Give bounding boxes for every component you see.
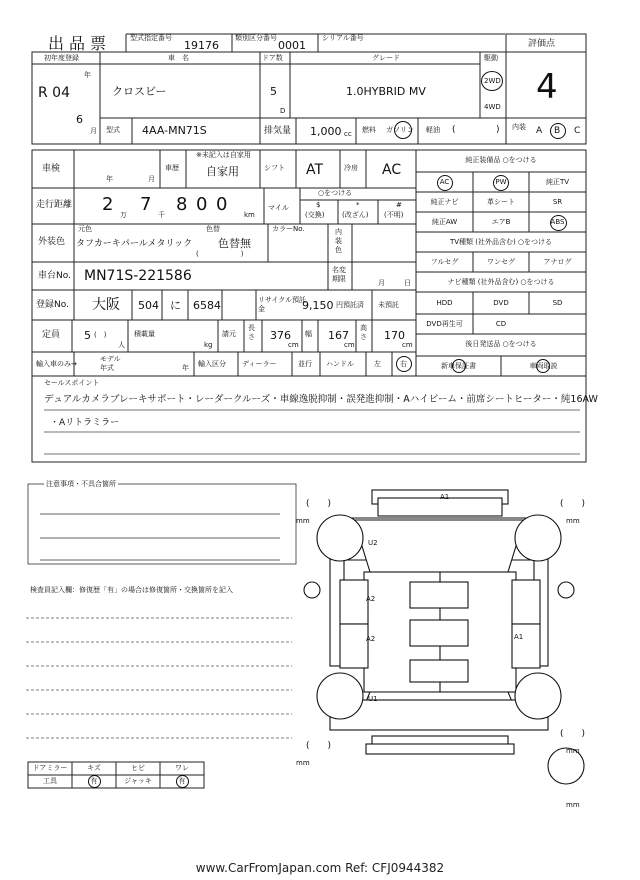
equip-airbag: エアB bbox=[491, 218, 511, 226]
registration-region: 大阪 bbox=[92, 297, 120, 313]
grade-points-value: 4 bbox=[536, 67, 558, 107]
mile-label: マイル bbox=[268, 204, 289, 212]
import-class-label: 輸入区分 bbox=[198, 360, 226, 368]
tv-fullseg: フルセグ bbox=[430, 258, 459, 266]
ac-value: AC bbox=[382, 162, 402, 178]
interior-c: C bbox=[574, 126, 581, 136]
capacity-paren: ( ) bbox=[94, 331, 107, 339]
doors-label: ドア数 bbox=[262, 54, 283, 62]
class-no-label: 類別区分番号 bbox=[235, 34, 277, 42]
sales-label: セールスポイント bbox=[44, 379, 100, 387]
usage-label: 車歴 bbox=[165, 164, 179, 172]
tread-rear-left-bracket: ( ) bbox=[306, 741, 332, 751]
interior-paren-close: ) bbox=[496, 125, 500, 135]
handle-right: 右 bbox=[400, 360, 407, 368]
docs-manual-circle bbox=[536, 359, 550, 373]
tread-rear-left-unit: mm bbox=[296, 759, 310, 767]
mark-star: * bbox=[356, 201, 360, 209]
length-label: 長さ bbox=[248, 324, 255, 341]
first-reg-month: 6 bbox=[76, 113, 83, 126]
shift-value: AT bbox=[306, 162, 324, 178]
registration-number: 6584 bbox=[193, 299, 221, 312]
legend-tools: 工具 bbox=[43, 777, 57, 785]
sales-line-1: デュアルカメラブレーキサポート・レーダークルーズ・車線逸脱抑制・誤発進抑制・Aハイビーム・前席シートヒーター・純16AW bbox=[44, 394, 598, 405]
fuel-label: 燃料 bbox=[362, 126, 376, 134]
class-no-value: 0001 bbox=[278, 39, 306, 52]
equip-abs-circle bbox=[550, 215, 567, 231]
legend-crack: ヒビ bbox=[131, 764, 145, 772]
person-unit: 人 bbox=[118, 341, 125, 349]
name-change-month: 月 bbox=[378, 279, 385, 287]
equip-tv: 純正TV bbox=[545, 178, 570, 186]
legend-scratch: キズ bbox=[87, 764, 101, 772]
mileage-sen-unit: 千 bbox=[158, 211, 165, 219]
mark-dollar-sub: (交換) bbox=[305, 211, 325, 219]
grade-value: 1.0HYBRID MV bbox=[346, 85, 426, 98]
fuel-diesel: 軽油 bbox=[426, 126, 440, 134]
legend-jack: ジャッキ bbox=[124, 777, 152, 785]
car-diagram bbox=[330, 490, 548, 754]
mileage-digit-1: 2 bbox=[102, 194, 114, 215]
tread-spare-unit: mm bbox=[566, 801, 580, 809]
tv-oneseg: ワンセグ bbox=[487, 258, 515, 266]
model-cert-value: 19176 bbox=[184, 39, 219, 52]
model-value: 4AA-MN71S bbox=[142, 124, 207, 137]
model-label: 型式 bbox=[106, 126, 120, 134]
tread-front-right-bracket: ( ) bbox=[560, 499, 586, 509]
inspector-label: 検査員記入欄：修復歴「有」の場合は修復箇所・交換箇所を記入 bbox=[30, 586, 233, 594]
fuel-gasoline: ガソリン bbox=[386, 126, 414, 134]
equip-pw-circle bbox=[493, 175, 509, 191]
mark-hash-sub: (不明) bbox=[384, 211, 404, 219]
height-label: 高さ bbox=[360, 324, 367, 341]
car-name-value: クロスビー bbox=[112, 85, 167, 98]
chassis-label: 車台No. bbox=[38, 271, 71, 281]
width-value: 167 bbox=[328, 329, 349, 342]
displacement-value: 1,000 bbox=[310, 125, 342, 138]
interior-b: B bbox=[554, 126, 561, 136]
legend-jack-circle bbox=[176, 775, 189, 788]
interior-color-label: 内装色 bbox=[335, 228, 342, 254]
claim-label: 請元 bbox=[222, 330, 236, 338]
tread-rear-right-unit: mm bbox=[566, 747, 580, 755]
nav-type-header: ナビ種類 (社外品含む) ○をつける bbox=[447, 278, 555, 286]
capacity-value: 5 bbox=[84, 329, 91, 342]
equip-ac: AC bbox=[439, 178, 450, 186]
interior-paren-open: ( bbox=[452, 125, 456, 135]
color-change-label: 色替 bbox=[206, 225, 220, 233]
mark-star-sub: (改ざん) bbox=[342, 211, 369, 219]
legend-broken: ワレ bbox=[175, 764, 189, 772]
mark-rear-left-fender: U1 bbox=[368, 695, 378, 703]
equip-ac-circle bbox=[437, 175, 453, 191]
car-name-label: 車 名 bbox=[168, 54, 189, 62]
name-change-day: 日 bbox=[404, 279, 411, 287]
tread-front-right-unit: mm bbox=[566, 517, 580, 525]
nav-dvd: DVD bbox=[493, 299, 509, 307]
length-unit: cm bbox=[288, 341, 299, 349]
displacement-unit: cc bbox=[344, 130, 352, 138]
recycle-value: 9,150 bbox=[302, 299, 334, 312]
orig-color-value: タフカーキパールメタリック bbox=[76, 239, 193, 249]
docs-manual: 車両取説 bbox=[529, 362, 558, 370]
tv-analog: アナログ bbox=[543, 258, 572, 266]
registration-label: 登録No. bbox=[36, 300, 69, 310]
interior-label: 内装 bbox=[512, 123, 526, 131]
nav-cd: CD bbox=[495, 320, 507, 328]
equipment-header: 純正装備品 ○をつける bbox=[465, 156, 537, 164]
mileage-unit: km bbox=[244, 211, 255, 219]
load-unit: kg bbox=[204, 341, 213, 349]
first-reg-year: R 04 bbox=[38, 85, 70, 101]
handle-label: ハンドル bbox=[326, 360, 354, 368]
tread-front-left-unit: mm bbox=[296, 517, 310, 525]
mark-header: ○をつける bbox=[318, 189, 353, 197]
mileage-digit-4: 0 bbox=[196, 194, 208, 215]
height-value: 170 bbox=[384, 329, 405, 342]
capacity-label: 定員 bbox=[42, 330, 61, 340]
load-label: 積載量 bbox=[134, 330, 155, 338]
height-unit: cm bbox=[402, 341, 413, 349]
legend-door-mirror: ドアミラー bbox=[32, 764, 68, 772]
recycle-label: リサイクル預託金 bbox=[258, 296, 307, 313]
handle-left: 左 bbox=[374, 360, 381, 368]
handle-right-circle bbox=[396, 356, 412, 372]
mileage-digit-5: 0 bbox=[216, 194, 228, 215]
dealer-label: ディーラー bbox=[242, 360, 277, 368]
orig-color-label: 元色 bbox=[78, 225, 92, 233]
ac-label: 冷房 bbox=[344, 164, 358, 172]
drive-2wd-circle bbox=[481, 71, 503, 91]
color-paren: ( ) bbox=[196, 250, 244, 258]
drive-label: 駆動 bbox=[484, 54, 498, 62]
first-reg-year-unit: 年 bbox=[84, 71, 91, 79]
mileage-man-unit: 万 bbox=[120, 211, 127, 219]
mark-front-left-fender: U2 bbox=[368, 539, 378, 547]
docs-warranty: 新車保証書 bbox=[441, 362, 476, 370]
mark-front-bumper: A1 bbox=[440, 493, 450, 501]
model-year-label: モデル年式 bbox=[100, 355, 121, 372]
displacement-label: 排気量 bbox=[264, 126, 292, 136]
model-cert-label: 型式指定番号 bbox=[130, 34, 172, 42]
equip-pw: PW bbox=[495, 178, 507, 186]
legend-tools-circle bbox=[88, 775, 101, 788]
import-label: 輸入車のみ→ bbox=[36, 360, 77, 368]
model-year-unit: 年 bbox=[182, 364, 189, 372]
form-title: 出品票 bbox=[48, 34, 112, 53]
equip-aw: 純正AW bbox=[431, 218, 458, 226]
tv-type-header: TV種類 (社外品含む) ○をつける bbox=[449, 238, 553, 246]
name-change-label: 名変期限 bbox=[332, 266, 346, 283]
nav-dvd-play: DVD再生可 bbox=[426, 320, 463, 328]
doors-type: D bbox=[280, 107, 286, 115]
drive-2wd: 2WD bbox=[484, 77, 501, 85]
interior-b-circle bbox=[550, 123, 566, 139]
length-value: 376 bbox=[270, 329, 291, 342]
footer-watermark: www.CarFromJapan.com Ref: CFJ0944382 bbox=[195, 861, 445, 875]
shaken-month-unit: 月 bbox=[148, 175, 155, 183]
chassis-value: MN71S-221586 bbox=[84, 268, 192, 284]
mileage-digit-2: 7 bbox=[140, 194, 152, 215]
tread-front-left-bracket: ( ) bbox=[306, 499, 332, 509]
registration-kana: に bbox=[170, 299, 181, 312]
usage-note: ※未記入は自家用 bbox=[196, 151, 251, 159]
first-reg-month-unit: 月 bbox=[90, 127, 97, 135]
fuel-gasoline-circle bbox=[394, 121, 412, 139]
sales-line-2: ・Aリトラミラー bbox=[50, 418, 120, 428]
color-label: 外装色 bbox=[38, 237, 66, 247]
color-change-value: 色替無 bbox=[218, 237, 251, 250]
width-unit: cm bbox=[344, 341, 355, 349]
unpaid-label: 未預託 bbox=[378, 301, 399, 309]
legend-tools-yes: 有 bbox=[90, 777, 98, 785]
shaken-year-unit: 年 bbox=[106, 175, 113, 183]
usage-value: 自家用 bbox=[206, 165, 239, 178]
mark-left-rear-door: A2 bbox=[366, 635, 376, 643]
grade-label: グレード bbox=[372, 54, 400, 62]
mileage-digit-3: 8 bbox=[176, 194, 188, 215]
caution-label: 注意事項・不具合箇所 bbox=[46, 480, 116, 488]
equip-leather: 革シート bbox=[487, 198, 515, 206]
equip-sr: SR bbox=[552, 198, 563, 206]
nav-hdd: HDD bbox=[436, 299, 453, 307]
mark-right-rear-door: A1 bbox=[514, 633, 524, 641]
serial-label: シリアル番号 bbox=[322, 34, 364, 42]
width-label: 幅 bbox=[305, 330, 312, 338]
color-no-label: カラーNo. bbox=[272, 225, 305, 233]
nav-sd: SD bbox=[552, 299, 563, 307]
legend-jack-yes: 有 bbox=[178, 777, 186, 785]
drive-4wd: 4WD bbox=[484, 103, 501, 111]
doors-value: 5 bbox=[270, 85, 277, 98]
mark-hash: # bbox=[396, 201, 402, 209]
interior-a: A bbox=[536, 126, 543, 136]
first-reg-label: 初年度登録 bbox=[44, 54, 79, 62]
mileage-label: 走行距離 bbox=[36, 200, 73, 210]
mark-dollar: $ bbox=[316, 201, 321, 209]
registration-class: 504 bbox=[138, 299, 159, 312]
docs-header: 後日発送品 ○をつける bbox=[465, 340, 537, 348]
grade-points-label: 評価点 bbox=[528, 39, 556, 49]
docs-warranty-circle bbox=[452, 359, 466, 373]
equip-abs: ABS bbox=[550, 218, 565, 226]
recycle-unit: 円預託済 bbox=[336, 301, 364, 309]
shaken-label: 車検 bbox=[42, 164, 61, 174]
parallel-label: 並行 bbox=[298, 360, 312, 368]
equip-nav: 純正ナビ bbox=[430, 198, 459, 206]
tread-rear-right-bracket: ( ) bbox=[560, 729, 586, 739]
mark-left-front-door: A2 bbox=[366, 595, 376, 603]
shift-label: シフト bbox=[264, 164, 285, 172]
